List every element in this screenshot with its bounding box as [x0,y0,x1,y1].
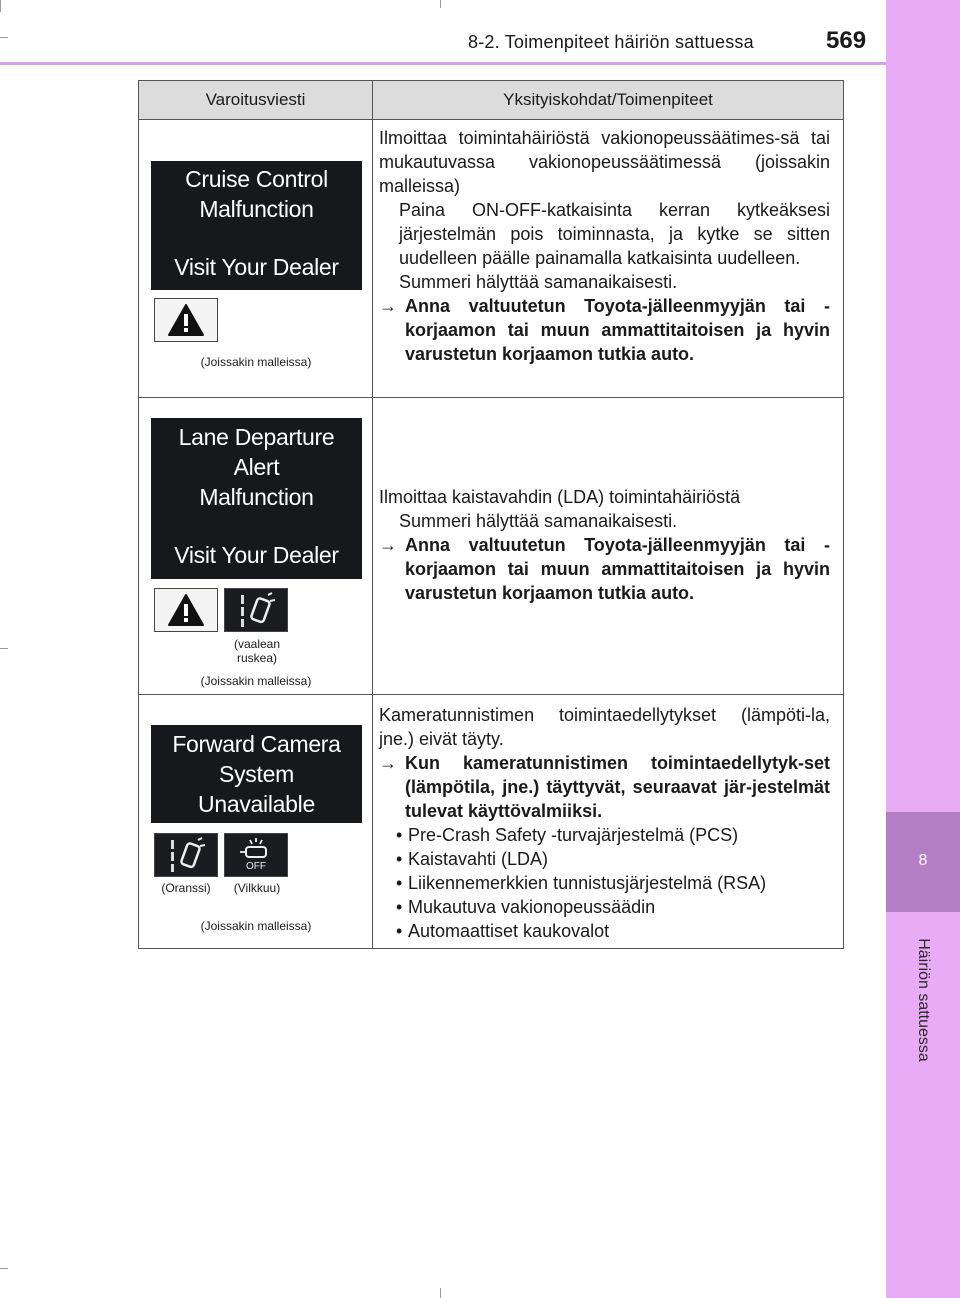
indicator-caption-orange: (Oranssi) [161,881,211,895]
warning-table [138,80,844,949]
list-item: • Kaistavahti (LDA) [396,849,549,869]
crop-mark [440,1288,441,1298]
table-row [139,398,843,695]
dashboard-message: Lane Departure Alert Malfunction Visit Your Dealer [151,418,362,579]
list-item: • Mukautuva vakionopeussäädin [396,897,656,917]
list-item: • Automaattiset kaukovalot [396,921,610,941]
service-instruction: → Anna valtuutetun Toyota-jälleenmyyjän tai -korjaamon tai muun ammattitaitoisen ja hyvin varustetun korjaamon tutkia auto. [379,296,830,364]
arrow-icon: → [379,296,397,316]
description: Ilmoittaa toimintahäiriöstä vakionopeussäätimes-sä tai mukautuvassa vakionopeussäätimessä (joissakin malleissa) [379,128,830,196]
table-header-row [139,81,843,120]
model-note: (Joissakin malleissa) [200,674,312,688]
list-item: • Pre-Crash Safety -turvajärjestelmä (PCS) [396,825,739,845]
column-header-details: Yksityiskohdat/Toimenpiteet [503,90,713,109]
arrow-icon: → [379,535,397,555]
pcs-off-icon [224,833,288,877]
details-cell [373,398,843,694]
off-label: OFF [246,861,266,872]
indicator-caption-blinking: (Vilkkuu) [233,881,281,895]
crop-mark [440,0,441,8]
dashboard-message: Forward Camera System Unavailable [151,725,362,823]
action-text: Paina ON-OFF-katkaisinta kerran kytkeäksesi järjestelmän pois toiminnasta, ja kytke se sitten uudelleen päälle painamalla katkaisinta uudelleen. [399,200,830,268]
section-title: 8-2. Toimenpiteet häiriön sattuessa [468,32,754,52]
details-cell [373,120,843,397]
crop-mark [0,37,8,38]
details-cell [373,695,843,948]
warning-cell [139,695,373,948]
table-row [139,120,843,398]
chapter-tab [886,0,960,1298]
description: Ilmoittaa kaistavahdin (LDA) toimintahäiriöstä [379,487,741,507]
lane-departure-icon [224,588,288,632]
buzzer-text: Summeri hälyttää samanaikaisesti. [399,511,678,531]
crop-mark [0,1268,8,1269]
arrow-icon: → [379,753,397,773]
header-rule [0,62,886,65]
column-header-warning: Varoitusviesti [139,81,373,119]
model-note: (Joissakin malleissa) [200,919,312,933]
description: Kameratunnistimen toimintaedellytykset (lämpöti-la, jne.) eivät täyty. [379,705,830,749]
indicator-caption: (vaalean ruskea) [233,637,281,665]
warning-cell [139,398,373,694]
model-note: (Joissakin malleissa) [200,355,312,369]
condition-instruction: → Kun kameratunnistimen toimintaedellytyk-set (lämpötila, jne.) täyttyvät, seuraavat jär-jestelmät tulevat käyttövalmiiksi. [379,753,830,821]
page-number: 569 [826,27,867,54]
list-item: • Liikennemerkkien tunnistusjärjestelmä (RSA) [396,873,767,893]
lane-departure-icon [154,833,218,877]
buzzer-text: Summeri hälyttää samanaikaisesti. [399,272,678,292]
warning-cell [139,120,373,397]
table-row [139,695,843,948]
crop-mark [0,648,8,649]
chapter-number: 8 [918,852,928,869]
warning-triangle-icon [154,588,218,632]
crop-mark [0,0,1,12]
service-instruction: → Anna valtuutetun Toyota-jälleenmyyjän tai -korjaamon tai muun ammattitaitoisen ja hyvin varustetun korjaamon tutkia auto. [379,535,830,603]
chapter-title: Häiriön sattuessa [915,938,932,1062]
dashboard-message: Cruise Control Malfunction Visit Your Dealer [151,161,362,290]
warning-triangle-icon [154,298,218,342]
